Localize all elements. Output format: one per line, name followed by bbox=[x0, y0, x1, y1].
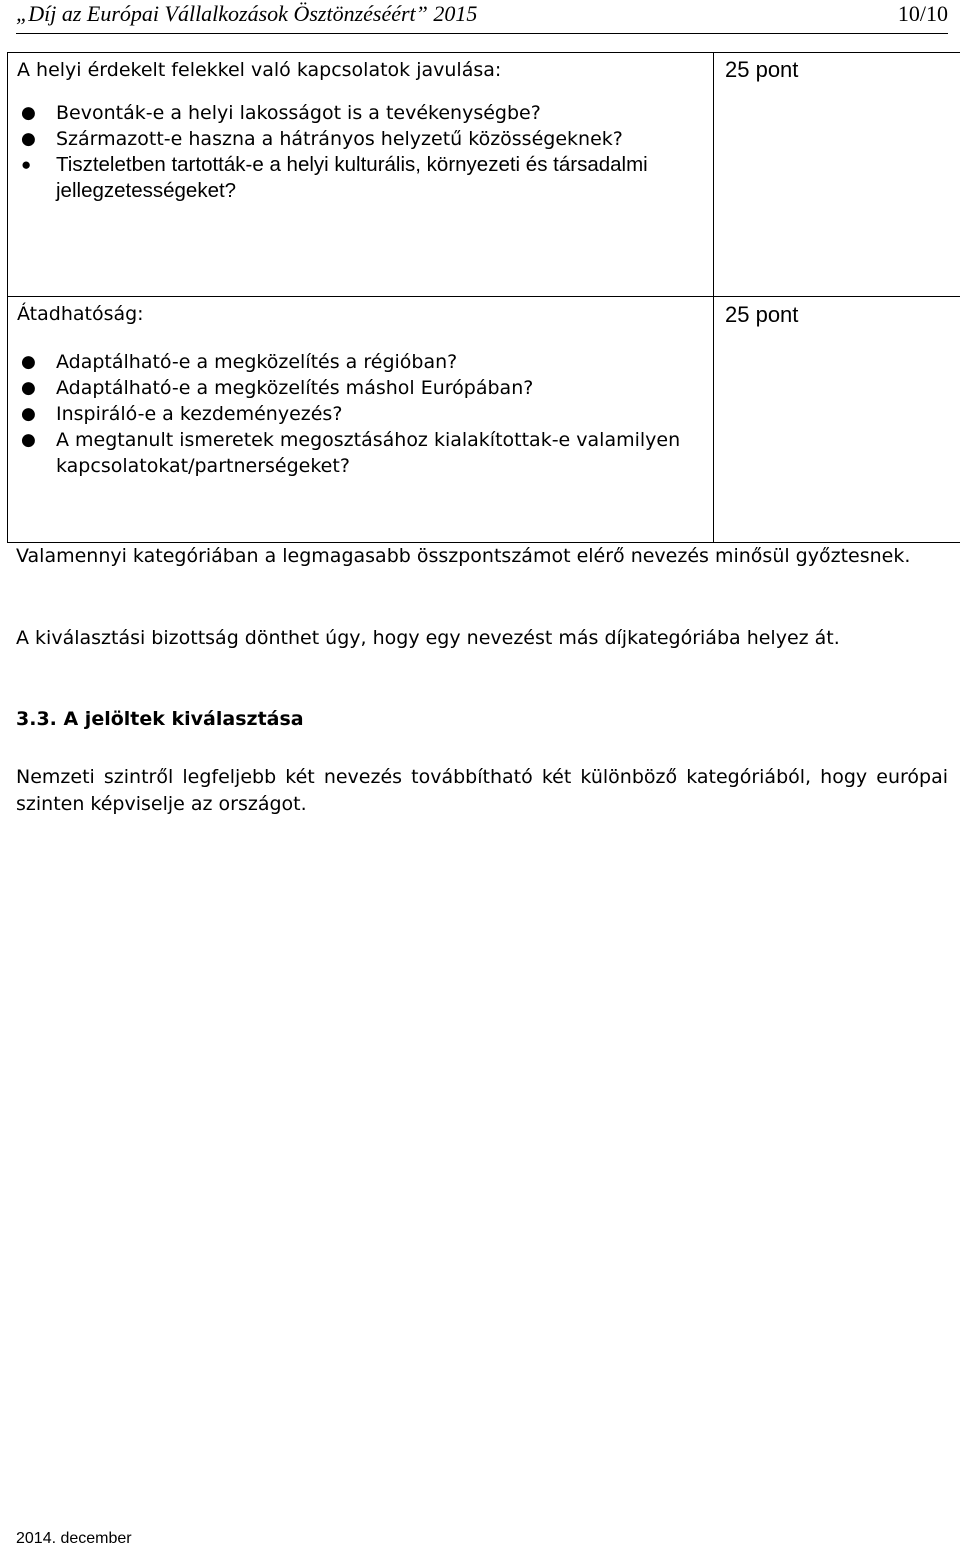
question-item: ● Inspiráló-e a kezdeményezés? bbox=[21, 403, 343, 425]
points-value: 25 pont bbox=[725, 57, 799, 82]
bullet-icon: ● bbox=[21, 352, 36, 372]
points-cell bbox=[714, 297, 960, 543]
question-item: ● A megtanult ismeretek megosztásához kialakítottak-e valamilyen kapcsolatokat/partnerségeket? bbox=[21, 429, 681, 477]
page-header bbox=[16, 0, 948, 28]
points-value: 25 pont bbox=[725, 302, 799, 327]
page-number: 10/10 bbox=[897, 1, 948, 26]
bullet-icon: ● bbox=[21, 103, 36, 123]
section-heading: 3.3. A jelöltek kiválasztása bbox=[16, 708, 304, 730]
paragraph-winner: Valamennyi kategóriában a legmagasabb összpontszámot elérő nevezés minősül győztesnek. bbox=[16, 545, 911, 567]
question-item: ● Adaptálható-e a megközelítés máshol Európában? bbox=[21, 377, 534, 399]
question-list bbox=[8, 100, 713, 204]
points-cell bbox=[714, 53, 960, 297]
criteria-row bbox=[8, 53, 960, 297]
paragraph-committee: A kiválasztási bizottság dönthet úgy, hogy egy nevezést más díjkategóriába helyez át. bbox=[16, 627, 840, 649]
question-item: ● Származott-e haszna a hátrányos helyzetű közösségeknek? bbox=[21, 128, 623, 150]
footer-date: 2014. december bbox=[16, 1530, 132, 1547]
criteria-cell bbox=[8, 297, 714, 543]
header-divider bbox=[16, 33, 948, 34]
criteria-row bbox=[8, 297, 960, 543]
question-item: ● Tiszteletben tartották-e a helyi kulturális, környezeti és társadalmi jellegzetességeket? bbox=[21, 153, 648, 202]
bullet-icon: ● bbox=[21, 378, 36, 398]
criteria-cell bbox=[8, 53, 714, 297]
bullet-icon: ● bbox=[21, 404, 36, 424]
criteria-title: Átadhatóság: bbox=[17, 303, 144, 325]
document-title: „Díj az Európai Vállalkozások Ösztönzéséért” 2015 bbox=[16, 1, 478, 26]
question-item: ● Bevonták-e a helyi lakosságot is a tevékenységbe? bbox=[21, 102, 541, 124]
criteria-title: A helyi érdekelt felekkel való kapcsolatok javulása: bbox=[17, 59, 502, 81]
paragraph-nomination: Nemzeti szintről legfeljebb két nevezés továbbítható két különböző kategóriából, hogy európai szinten képviselje az országot. bbox=[16, 766, 948, 815]
bullet-icon: ● bbox=[21, 430, 36, 450]
criteria-table bbox=[7, 52, 960, 543]
question-item: ● Adaptálható-e a megközelítés a régióban? bbox=[21, 351, 458, 373]
bullet-icon: ● bbox=[21, 129, 36, 149]
question-list bbox=[8, 349, 713, 479]
bullet-icon: ● bbox=[21, 155, 32, 174]
